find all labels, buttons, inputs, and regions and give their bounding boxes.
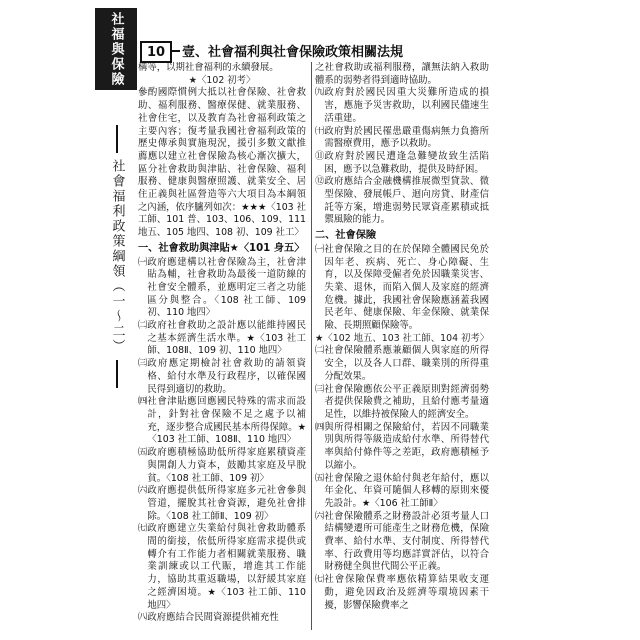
item-marker: ㈠ (315, 243, 325, 255)
list-item (315, 511, 489, 575)
item-marker: ㈥ (138, 485, 148, 497)
list-item (138, 447, 306, 485)
continuation-text: 之社會救助或福利服務，讓無法納入救助體系的弱勢者得到適時協助。 (315, 62, 489, 86)
list-item (138, 320, 306, 358)
intro-text: 構等，以期社會福利的永續發展。 (138, 62, 279, 73)
header-title: 壹、社會福利與社會保險政策相關法規 (182, 45, 404, 60)
item-text: 社會保險之目的在於保障全體國民免於因年老、疾病、死亡、身心障礙、生育，以及保障受僱者免於因職業災害、失業、退休，而陷入個人及家庭的經濟危機。據此，我國社會保險應涵蓋我國民老年、健康保險、年金保險、就業保險、長期照顧保險等。 (324, 243, 489, 332)
item-text: 政府應結合民間資源提供補充性 (147, 612, 279, 624)
item-text: 與所得相關之保險給付，若因不同職業別與所得等級造成給付水準、所得替代率與給付條件等之差距，政府應積極予以縮小。 (324, 421, 489, 471)
assistance-items-continued (315, 87, 489, 227)
item-text: 政府應積極協助低所得家庭累積資產與開創人力資本，鼓勵其家庭及早脫貧。〈108 社工師、109 初〉 (147, 447, 306, 484)
item-marker: ㈣ (138, 396, 148, 408)
item-marker: ㈤ (138, 447, 148, 459)
item-marker: ㈢ (315, 383, 325, 395)
item-marker: ㈧ (138, 612, 148, 624)
overview-paragraph: 參酌國際慣例大抵以社會保險、社會救助、福利服務、醫療保健、就業服務、社會住宅，以及教育為社會福利政策之主要內容；復考量我國社會福利政策的歷史傳承與實施現況，援引多數文獻推薦應以建立社會保險為核心漸次擴大，區分社會救助與津貼、社會保險、福利服務、健康與醫療照護、就業安全、居住正義與社區營造等六大項目為本綱領之內涵，依序臚列如次：★★★〈103 社工師、101 普、103、106、109、111 地五、105 地四、108 初、109 社工〉 (138, 87, 306, 239)
list-item (315, 422, 489, 473)
side-chapter (102, 125, 132, 388)
insurance-items-first (315, 244, 489, 333)
insurance-source: ★〈102 地五、103 社工師、104 初考〉 (315, 332, 489, 344)
item-text: 社會保險體系之財務設計必須考量人口結構變遷所可能產生之財務危機，保險費率、給付水準、支付制度、所得替代率、行政費用等均應詳實評估，以符合財務健全與世代間公平正義。 (324, 510, 489, 573)
side-chapter-top-line (116, 125, 118, 153)
item-text: 政府對於國民罹患嚴重傷病無力負擔所需醫療費用，應予以救助。 (324, 125, 489, 150)
header-rule (170, 50, 180, 52)
item-text: 政府社會救助之設計應以能維持國民之基本經濟生活水準。★〈103 社工師、108Ⅱ、109 初、110 地四〉 (147, 320, 306, 357)
item-marker: ㈡ (315, 345, 325, 357)
item-marker: ㈣ (315, 421, 325, 433)
item-marker: ㈡ (138, 320, 148, 332)
left-column (138, 62, 306, 632)
list-item (138, 612, 306, 625)
item-marker: ⑫ (315, 176, 325, 188)
item-text: 政府對於國民遭逢急難變故致生活陷困，應予以急難救助，提供及時紓困。 (324, 150, 489, 175)
list-item (138, 257, 306, 321)
item-text: 社會津貼應回應國民特殊的需求而設計，針對社會保險不足之處予以補充，逐步整合成國民基本所得保障。★〈103 社工師、108Ⅱ、110 地四〉 (147, 396, 306, 446)
column-divider (311, 62, 312, 630)
item-marker: ㈩ (315, 125, 325, 137)
item-marker: ㈢ (138, 358, 148, 370)
list-item (138, 358, 306, 396)
list-item (315, 574, 489, 612)
item-marker: ㈦ (138, 523, 148, 535)
item-text: 政府對於國民因重大災難所造成的損害，應施予災害救助，以利國民儘速生活重建。 (324, 87, 489, 124)
section-title-assistance: 一、社會救助與津貼★〈101 身五〉 (138, 242, 305, 254)
item-text: 社會保險之退休給付與老年給付，應以年金化、年資可隨個人移轉的原則來優先設計。★〈106 社工師Ⅱ〉 (324, 472, 489, 509)
insurance-items (315, 345, 489, 612)
section-title-insurance: 二、社會保險 (315, 230, 377, 242)
item-text: 政府應建立失業給付與社會救助體系間的銜接，依低所得家庭需求提供或轉介有工作能力者相關就業服務、職業訓練或以工代賑，增進其工作能力，協助其重返職場，以舒緩其家庭之經濟困境。★〈103 社工師、110 地四〉 (147, 523, 306, 611)
list-item (315, 151, 489, 176)
item-marker: ㈤ (315, 472, 325, 484)
right-column (315, 62, 489, 632)
list-item (315, 384, 489, 422)
item-text: 社會保險體系應兼顧個人與家庭的所得安全，以及各人口群、職業別的所得重分配效果。 (324, 345, 489, 382)
side-chapter-title: 社會福利政策綱領（一～二） (109, 159, 125, 354)
item-marker: ㈦ (315, 574, 325, 586)
list-item (315, 345, 489, 383)
item-text: 社會保險應依公平正義原則對經濟弱勢者提供保險費之補助，且給付應考量適足性，以維持被保險人的經濟安全。 (324, 383, 489, 420)
list-item (315, 87, 489, 125)
page-number: 10 (140, 41, 172, 63)
item-text: 政府應建構以社會保險為主，社會津貼為輔，社會救助為最後一道防線的社會安全體系，並應明定三者之功能區分與整合。〈108 社工師、109 初、110 地四〉 (147, 256, 306, 319)
list-item (138, 396, 306, 447)
list-item (138, 523, 306, 612)
item-marker: ㈨ (315, 87, 325, 99)
item-marker: ㈠ (138, 256, 148, 268)
item-marker: ㈥ (315, 510, 325, 522)
side-tab: 社福與保險 (95, 8, 137, 90)
list-item (315, 244, 489, 333)
item-text: 政府應提供低所得家庭多元社會參與管道，擺脫其社會資源，避免社會排除。〈108 社工師Ⅱ、109 初〉 (147, 485, 306, 522)
intro-source: ★〈102 初考〉 (188, 74, 256, 86)
item-text: 政府應定期檢討社會救助的請領資格、給付水準及行政程序，以確保國民得到適切的救助。 (147, 358, 306, 395)
list-item (315, 473, 489, 511)
side-chapter-bottom-line (116, 360, 118, 388)
assistance-items (138, 257, 306, 625)
list-item (315, 176, 489, 227)
item-text: 政府應結合金融機構推展微型貸款、微型保險、發展帳戶、迴向房貸、財產信託等方案，增進弱勢民眾資產累積或抵禦風險的能力。 (324, 176, 489, 226)
item-marker: ⑪ (315, 150, 325, 162)
list-item (315, 126, 489, 151)
list-item (138, 485, 306, 523)
item-text: 社會保險保費率應依精算結果收支運動，避免因政治及經濟等環境因素干擾，影響保險費率之 (324, 574, 489, 611)
